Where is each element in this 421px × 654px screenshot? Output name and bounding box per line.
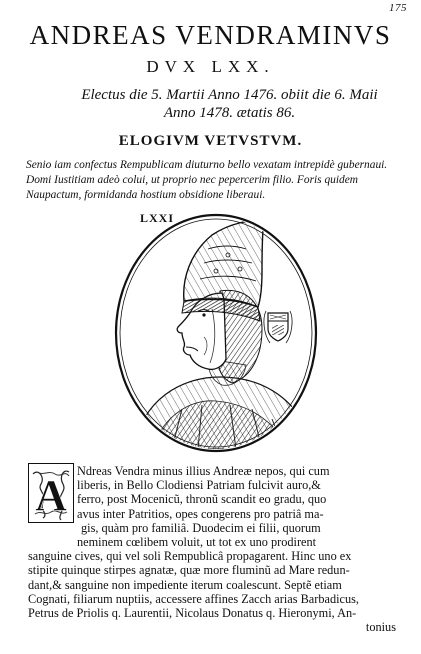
elogium-text xyxy=(26,158,409,203)
body-line: gis, quàm pro familiâ. Duodecim ei filii, quorum xyxy=(81,520,321,535)
body-line: Petrus de Priolis q. Laurentii, Nicolaus Donatus q. Hieronymi, An- xyxy=(28,605,357,620)
body-line: liberis, in Bello Clodiensi Patriam fulcivit auro,& xyxy=(77,478,321,493)
body-line: stipite quinque stirpes agnatæ, quæ more fluminũ ad Mare redun- xyxy=(28,563,350,578)
portrait-number: LXXI xyxy=(140,211,175,225)
body-line: Cognati, filiarum nuptiis, accessere affines Zacch arias Barbadicus, xyxy=(28,591,359,606)
drop-cap-letter: A xyxy=(35,471,67,520)
body-line: dant,& sanguine non impediente iterum coalescunt. Septẽ etiam xyxy=(28,577,342,592)
elogium-line: Naupactum, formidanda hostium obsidione liberaui. xyxy=(26,189,266,201)
body-line: ferro, post Mocenicũ, thronũ scandit eo gradu, quo xyxy=(77,492,327,507)
body-line: tonius xyxy=(365,620,396,635)
portrait-engraving xyxy=(112,209,320,454)
biography-text xyxy=(28,464,400,634)
election-dates xyxy=(48,86,411,122)
body-line: avus inter Patritios, opes congerens pro patriâ ma- xyxy=(77,506,324,521)
elogium-heading: ELOGIVM VETVSTVM. xyxy=(118,133,303,149)
page-number: 175 xyxy=(389,2,407,14)
doge-number: DVX LXX. xyxy=(146,57,275,76)
dates-line-2: Anno 1478. ætatis 86. xyxy=(163,105,296,121)
body-line: neminem cœlibem voluit, ut tot ex uno prodirent xyxy=(77,534,317,549)
elogium-line: Domi Iustitiam adeò colui, ut proprio nec pepercerim filio. Foris quidem xyxy=(26,174,358,186)
body-line: Ndreas Vendra minus illius Andreæ nepos, qui cum xyxy=(77,464,330,478)
dates-line-1: Electus die 5. Martii Anno 1476. obiit die 6. Maii xyxy=(81,87,378,103)
body-line: sanguine cives, qui vel soli Rempublicâ propagarent. Hinc uno ex xyxy=(28,549,352,564)
elogium-line: Senio iam confectus Rempublicam diuturno bello vexatam intrepidè gubernaui. xyxy=(26,159,388,171)
portrait-illustration xyxy=(112,209,320,454)
page-title: ANDREAS VENDRAMINVS xyxy=(29,20,392,50)
